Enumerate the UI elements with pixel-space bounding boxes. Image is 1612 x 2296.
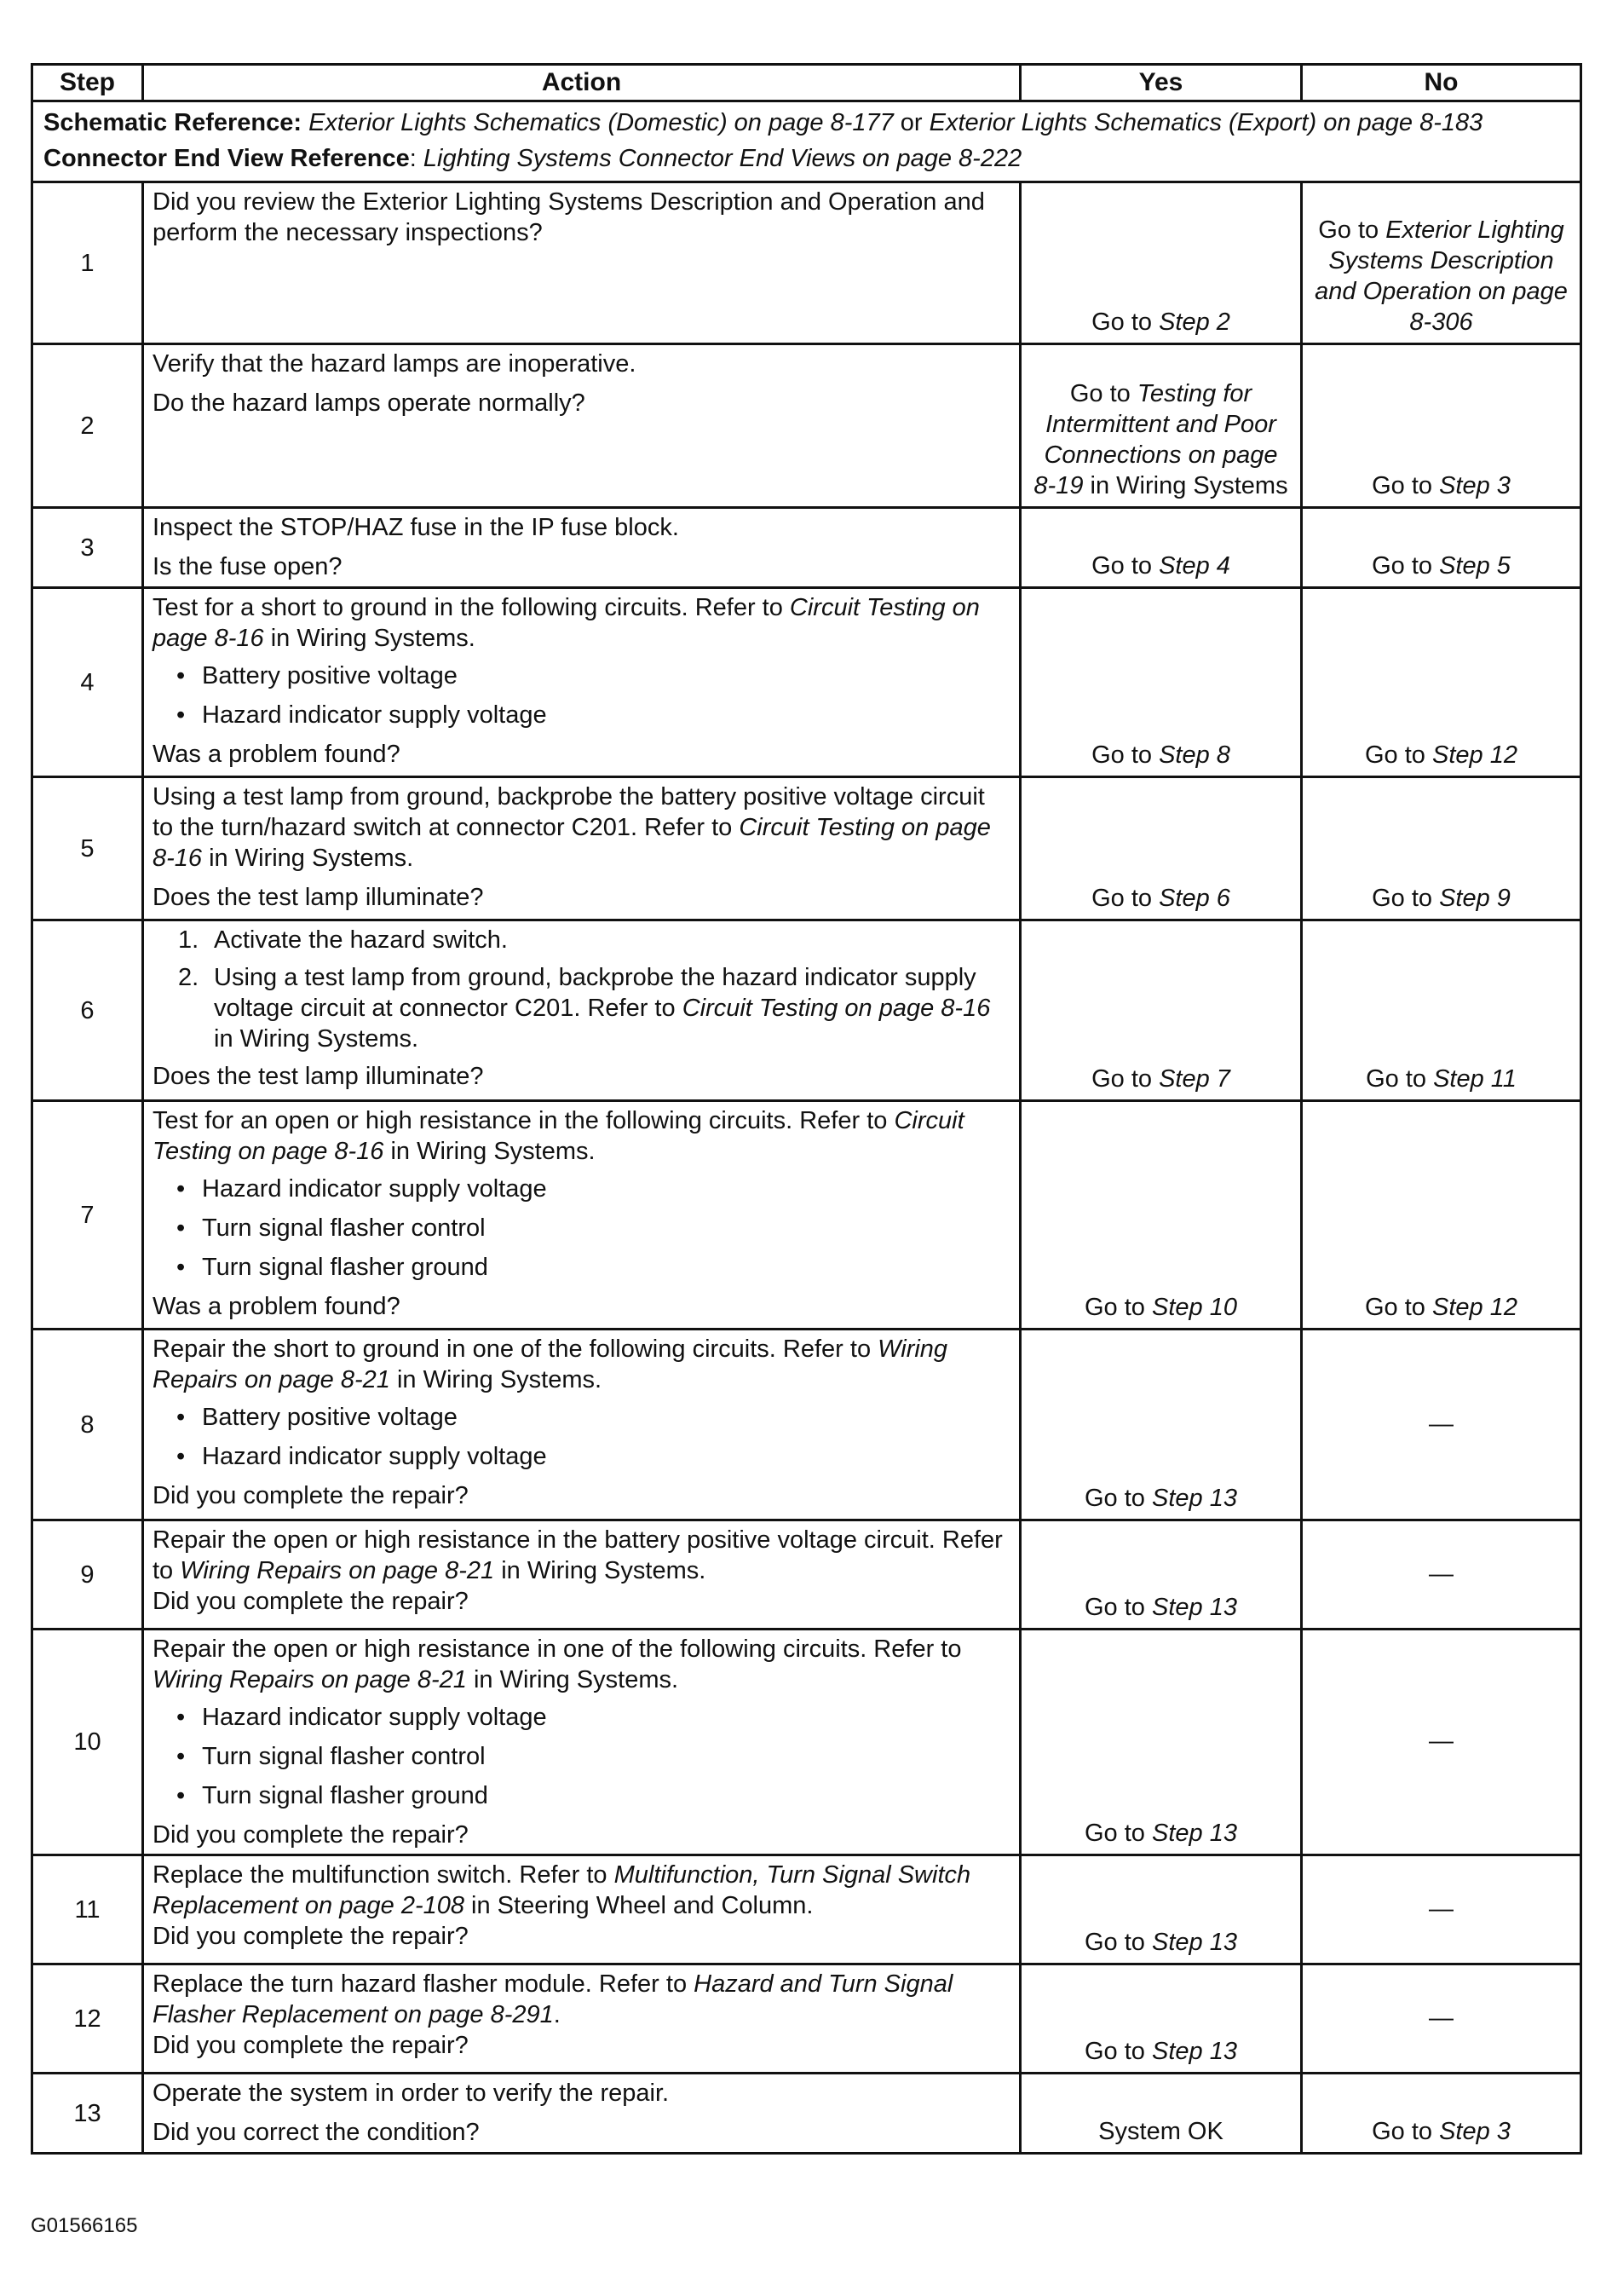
no-link[interactable]: Step 12 xyxy=(1432,741,1517,769)
bullet-list xyxy=(153,1702,1010,1811)
no-cell xyxy=(1302,2074,1581,2154)
yes-link[interactable]: Step 4 xyxy=(1159,552,1230,580)
yes-cell xyxy=(1021,920,1302,1101)
yes-prefix: Go to xyxy=(1085,1594,1145,1621)
list-item: • Hazard indicator supply voltage xyxy=(153,1702,1010,1733)
action-question: Does the test lamp illuminate? xyxy=(153,884,484,911)
no-link[interactable]: Exterior Lighting Systems Description and Operation on page 8-306 xyxy=(1315,216,1568,336)
no-cell xyxy=(1302,1101,1581,1330)
no-cell: — xyxy=(1302,1630,1581,1855)
action-question: Is the fuse open? xyxy=(153,553,343,580)
yes-prefix: Go to xyxy=(1085,1294,1145,1321)
header-step: Step xyxy=(32,65,143,101)
yes-link[interactable]: Testing for Intermittent and Poor Connections on page 8-19 xyxy=(1033,380,1278,499)
table-row-step-4 xyxy=(32,588,1581,777)
yes-cell xyxy=(1021,1101,1302,1330)
action-text xyxy=(153,1334,1010,1395)
no-cell xyxy=(1302,777,1581,920)
no-cell: — xyxy=(1302,1330,1581,1520)
no-cell xyxy=(1302,920,1581,1101)
no-link[interactable]: Step 3 xyxy=(1439,2118,1511,2145)
action-text-tail: in Wiring Systems. xyxy=(390,1138,596,1165)
step-number: 4 xyxy=(32,588,143,777)
action-text-body: Repair the open or high resistance in the battery positive voltage circuit. Refer to xyxy=(153,1526,1003,1584)
action-question: Was a problem found? xyxy=(153,741,400,768)
action-cell xyxy=(143,920,1021,1101)
connector-reference-label: Connector End View Reference xyxy=(43,145,410,172)
list-item: • Turn signal flasher ground xyxy=(153,1252,1010,1283)
action-text xyxy=(153,782,1010,874)
action-text-body: Repair the short to ground in one of the following circuits. Refer to xyxy=(153,1335,872,1363)
yes-prefix: Go to xyxy=(1085,1820,1145,1847)
action-question: Did you complete the repair? xyxy=(153,1482,469,1509)
list-item xyxy=(153,962,1010,1054)
yes-cell xyxy=(1021,777,1302,920)
step-number: 12 xyxy=(32,1964,143,2074)
yes-prefix: Go to xyxy=(1091,552,1153,580)
step-number: 7 xyxy=(32,1101,143,1330)
action-question: Was a problem found? xyxy=(153,1293,400,1320)
connector-reference: Connector End View Reference: Lighting Systems Connector End Views on page 8-222 xyxy=(43,145,1022,172)
yes-prefix: Go to xyxy=(1085,2038,1145,2065)
no-prefix: Go to xyxy=(1365,741,1425,769)
action-text-body: Replace the multifunction switch. Refer to xyxy=(153,1861,607,1889)
yes-cell: System OK xyxy=(1021,2074,1302,2154)
table-row-step-10 xyxy=(32,1630,1581,1855)
yes-cell xyxy=(1021,1520,1302,1630)
list-item xyxy=(153,925,1010,955)
action-reference-link[interactable]: Circuit Testing on page 8-16 xyxy=(153,1107,964,1165)
yes-link[interactable]: Step 6 xyxy=(1159,885,1230,912)
action-text-tail: in Wiring Systems. xyxy=(501,1557,706,1584)
schematic-reference xyxy=(43,107,1569,138)
list-item: • Battery positive voltage xyxy=(153,661,1010,691)
header-no: No xyxy=(1302,65,1581,101)
step-number: 9 xyxy=(32,1520,143,1630)
table-row-step-1 xyxy=(32,182,1581,344)
action-question: Did you correct the condition? xyxy=(153,2119,480,2146)
reference-row xyxy=(32,101,1581,182)
action-text-body: Test for a short to ground in the following circuits. Refer to xyxy=(153,594,783,621)
no-link[interactable]: Step 3 xyxy=(1439,472,1511,499)
action-cell xyxy=(143,182,1021,344)
step-number: 13 xyxy=(32,2074,143,2154)
list-item-text: Using a test lamp from ground, backprobe the hazard indicator supply voltage circuit at connector C201. Refer to xyxy=(214,964,976,1022)
action-text-body: Repair the open or high resistance in one of the following circuits. Refer to xyxy=(153,1635,962,1663)
action-text-tail: in Wiring Systems. xyxy=(209,845,414,872)
action-cell xyxy=(143,1330,1021,1520)
action-text-tail: . xyxy=(553,2001,561,2028)
yes-link[interactable]: Step 13 xyxy=(1152,1820,1237,1847)
table-row-step-5 xyxy=(32,777,1581,920)
no-link[interactable]: Step 5 xyxy=(1439,552,1511,580)
yes-cell xyxy=(1021,588,1302,777)
action-reference-link[interactable]: Circuit Testing on page 8-16 xyxy=(153,594,980,652)
list-item-tail: in Wiring Systems. xyxy=(214,1025,419,1053)
yes-cell xyxy=(1021,1330,1302,1520)
yes-cell xyxy=(1021,1855,1302,1964)
no-cell: — xyxy=(1302,1520,1581,1630)
table-row-step-11 xyxy=(32,1855,1581,1964)
bullet-list xyxy=(153,1174,1010,1283)
yes-link[interactable]: Step 13 xyxy=(1152,2038,1237,2065)
schematic-reference-or: or xyxy=(900,109,923,136)
action-text-body: Test for an open or high resistance in the following circuits. Refer to xyxy=(153,1107,888,1134)
no-prefix: Go to xyxy=(1372,885,1433,912)
no-prefix: Go to xyxy=(1318,216,1379,244)
list-item: • Hazard indicator supply voltage xyxy=(153,1174,1010,1204)
figure-code: G01566165 xyxy=(31,2214,138,2237)
action-text xyxy=(153,1969,1010,2030)
action-question: Did you complete the repair? xyxy=(153,1923,469,1950)
list-item: • Turn signal flasher ground xyxy=(153,1780,1010,1811)
yes-prefix: Go to xyxy=(1085,1485,1145,1512)
list-item: • Turn signal flasher control xyxy=(153,1213,1010,1243)
action-cell xyxy=(143,344,1021,508)
reference-cell xyxy=(32,101,1581,182)
table-row-step-12 xyxy=(32,1964,1581,2074)
yes-cell xyxy=(1021,508,1302,588)
action-text xyxy=(153,1860,1010,1921)
no-link[interactable]: Step 11 xyxy=(1433,1065,1517,1093)
action-cell xyxy=(143,1101,1021,1330)
action-reference-link[interactable]: Circuit Testing on page 8-16 xyxy=(682,995,991,1022)
diagnostic-table xyxy=(31,63,1582,2155)
step-number: 6 xyxy=(32,920,143,1101)
action-cell xyxy=(143,1520,1021,1630)
table-row-step-7 xyxy=(32,1101,1581,1330)
action-cell xyxy=(143,1964,1021,2074)
action-text-body: Using a test lamp from ground, backprobe the battery positive voltage circuit to the turn/hazard switch at connector C201. Refer to xyxy=(153,783,985,841)
yes-link[interactable]: Step 13 xyxy=(1152,1594,1237,1621)
action-text: Did you review the Exterior Lighting Systems Description and Operation and perform the necessary inspections? xyxy=(153,188,985,246)
schematic-reference-link-export[interactable]: Exterior Lights Schematics (Export) on page 8-183 xyxy=(929,109,1483,136)
yes-prefix: Go to xyxy=(1085,1929,1145,1956)
step-number: 8 xyxy=(32,1330,143,1520)
table-row-step-3 xyxy=(32,508,1581,588)
bullet-list xyxy=(153,1402,1010,1472)
no-link[interactable]: Step 12 xyxy=(1432,1294,1517,1321)
list-item: • Hazard indicator supply voltage xyxy=(153,700,1010,730)
yes-prefix: Go to xyxy=(1069,380,1131,407)
action-text-tail: in Wiring Systems. xyxy=(473,1666,679,1693)
no-cell xyxy=(1302,182,1581,344)
yes-link[interactable]: Step 13 xyxy=(1152,1929,1237,1956)
list-item-number: 1. xyxy=(178,926,199,954)
action-cell xyxy=(143,777,1021,920)
list-item: • Battery positive voltage xyxy=(153,1402,1010,1433)
action-text-tail: in Wiring Systems. xyxy=(396,1366,602,1393)
action-text xyxy=(153,1525,1010,1586)
action-reference-link[interactable]: Wiring Repairs on page 8-21 xyxy=(180,1557,495,1584)
action-question: Do the hazard lamps operate normally? xyxy=(153,389,585,417)
step-number: 11 xyxy=(32,1855,143,1964)
numbered-list xyxy=(153,925,1010,1054)
table-row-step-13 xyxy=(32,2074,1581,2154)
table-row-step-8 xyxy=(32,1330,1581,1520)
step-number: 1 xyxy=(32,182,143,344)
yes-link[interactable]: Step 7 xyxy=(1159,1065,1230,1093)
action-cell xyxy=(143,2074,1021,2154)
no-prefix: Go to xyxy=(1372,552,1433,580)
no-prefix: Go to xyxy=(1365,1294,1425,1321)
action-reference-link[interactable]: Wiring Repairs on page 8-21 xyxy=(153,1335,948,1393)
yes-cell xyxy=(1021,1630,1302,1855)
connector-reference-link[interactable]: Lighting Systems Connector End Views on page 8-222 xyxy=(423,145,1022,172)
table-row-step-9 xyxy=(32,1520,1581,1630)
no-cell: — xyxy=(1302,1855,1581,1964)
list-item-number: 2. xyxy=(178,964,199,991)
action-reference-link[interactable]: Circuit Testing on page 8-16 xyxy=(153,814,991,872)
no-prefix: Go to xyxy=(1372,472,1433,499)
action-reference-link[interactable]: Wiring Repairs on page 8-21 xyxy=(153,1666,467,1693)
header-row xyxy=(32,65,1581,101)
schematic-reference-label: Schematic Reference: xyxy=(43,109,302,136)
yes-link[interactable]: Step 2 xyxy=(1159,309,1230,336)
action-text xyxy=(153,1634,1010,1695)
step-number: 3 xyxy=(32,508,143,588)
yes-cell xyxy=(1021,344,1302,508)
list-item: • Turn signal flasher control xyxy=(153,1741,1010,1772)
header-yes: Yes xyxy=(1021,65,1302,101)
yes-suffix: in Wiring Systems xyxy=(1090,472,1288,499)
action-text xyxy=(153,592,1010,654)
no-cell xyxy=(1302,344,1581,508)
action-question: Did you complete the repair? xyxy=(153,1588,469,1615)
yes-prefix: Go to xyxy=(1091,309,1153,336)
table-row-step-6 xyxy=(32,920,1581,1101)
list-item-text: Activate the hazard switch. xyxy=(214,926,508,954)
action-text-body: Replace the turn hazard flasher module. Refer to xyxy=(153,1970,688,1998)
action-cell xyxy=(143,1855,1021,1964)
step-number: 5 xyxy=(32,777,143,920)
action-text: Operate the system in order to verify the repair. xyxy=(153,2080,670,2107)
action-text: Verify that the hazard lamps are inoperative. xyxy=(153,350,636,378)
yes-prefix: Go to xyxy=(1091,741,1153,769)
action-text-tail: in Steering Wheel and Column. xyxy=(471,1892,814,1919)
yes-link[interactable]: Step 13 xyxy=(1152,1485,1237,1512)
no-prefix: Go to xyxy=(1372,2118,1433,2145)
no-link[interactable]: Step 9 xyxy=(1439,885,1511,912)
action-cell xyxy=(143,588,1021,777)
yes-link[interactable]: Step 8 xyxy=(1159,741,1230,769)
yes-cell xyxy=(1021,182,1302,344)
no-cell xyxy=(1302,588,1581,777)
action-question: Did you complete the repair? xyxy=(153,1821,469,1849)
action-reference-link[interactable]: Multifunction, Turn Signal Switch Replacement on page 2-108 xyxy=(153,1861,971,1919)
yes-prefix: Go to xyxy=(1091,1065,1153,1093)
list-item: • Hazard indicator supply voltage xyxy=(153,1441,1010,1472)
schematic-reference-link-domestic[interactable]: Exterior Lights Schematics (Domestic) on page 8-177 xyxy=(308,109,894,136)
yes-prefix: Go to xyxy=(1091,885,1153,912)
action-cell xyxy=(143,508,1021,588)
bullet-list xyxy=(153,661,1010,730)
yes-link[interactable]: Step 10 xyxy=(1152,1294,1237,1321)
header-action: Action xyxy=(143,65,1021,101)
no-cell xyxy=(1302,508,1581,588)
table-row-step-2 xyxy=(32,344,1581,508)
action-text: Inspect the STOP/HAZ fuse in the IP fuse block. xyxy=(153,514,679,541)
action-text xyxy=(153,1105,1010,1167)
action-question: Did you complete the repair? xyxy=(153,2032,469,2059)
no-cell: — xyxy=(1302,1964,1581,2074)
step-number: 10 xyxy=(32,1630,143,1855)
action-reference-link[interactable]: Hazard and Turn Signal Flasher Replacement on page 8-291 xyxy=(153,1970,953,2028)
yes-cell xyxy=(1021,1964,1302,2074)
action-text-tail: in Wiring Systems. xyxy=(270,625,475,652)
step-number: 2 xyxy=(32,344,143,508)
action-cell xyxy=(143,1630,1021,1855)
action-question: Does the test lamp illuminate? xyxy=(153,1063,484,1090)
no-prefix: Go to xyxy=(1366,1065,1427,1093)
